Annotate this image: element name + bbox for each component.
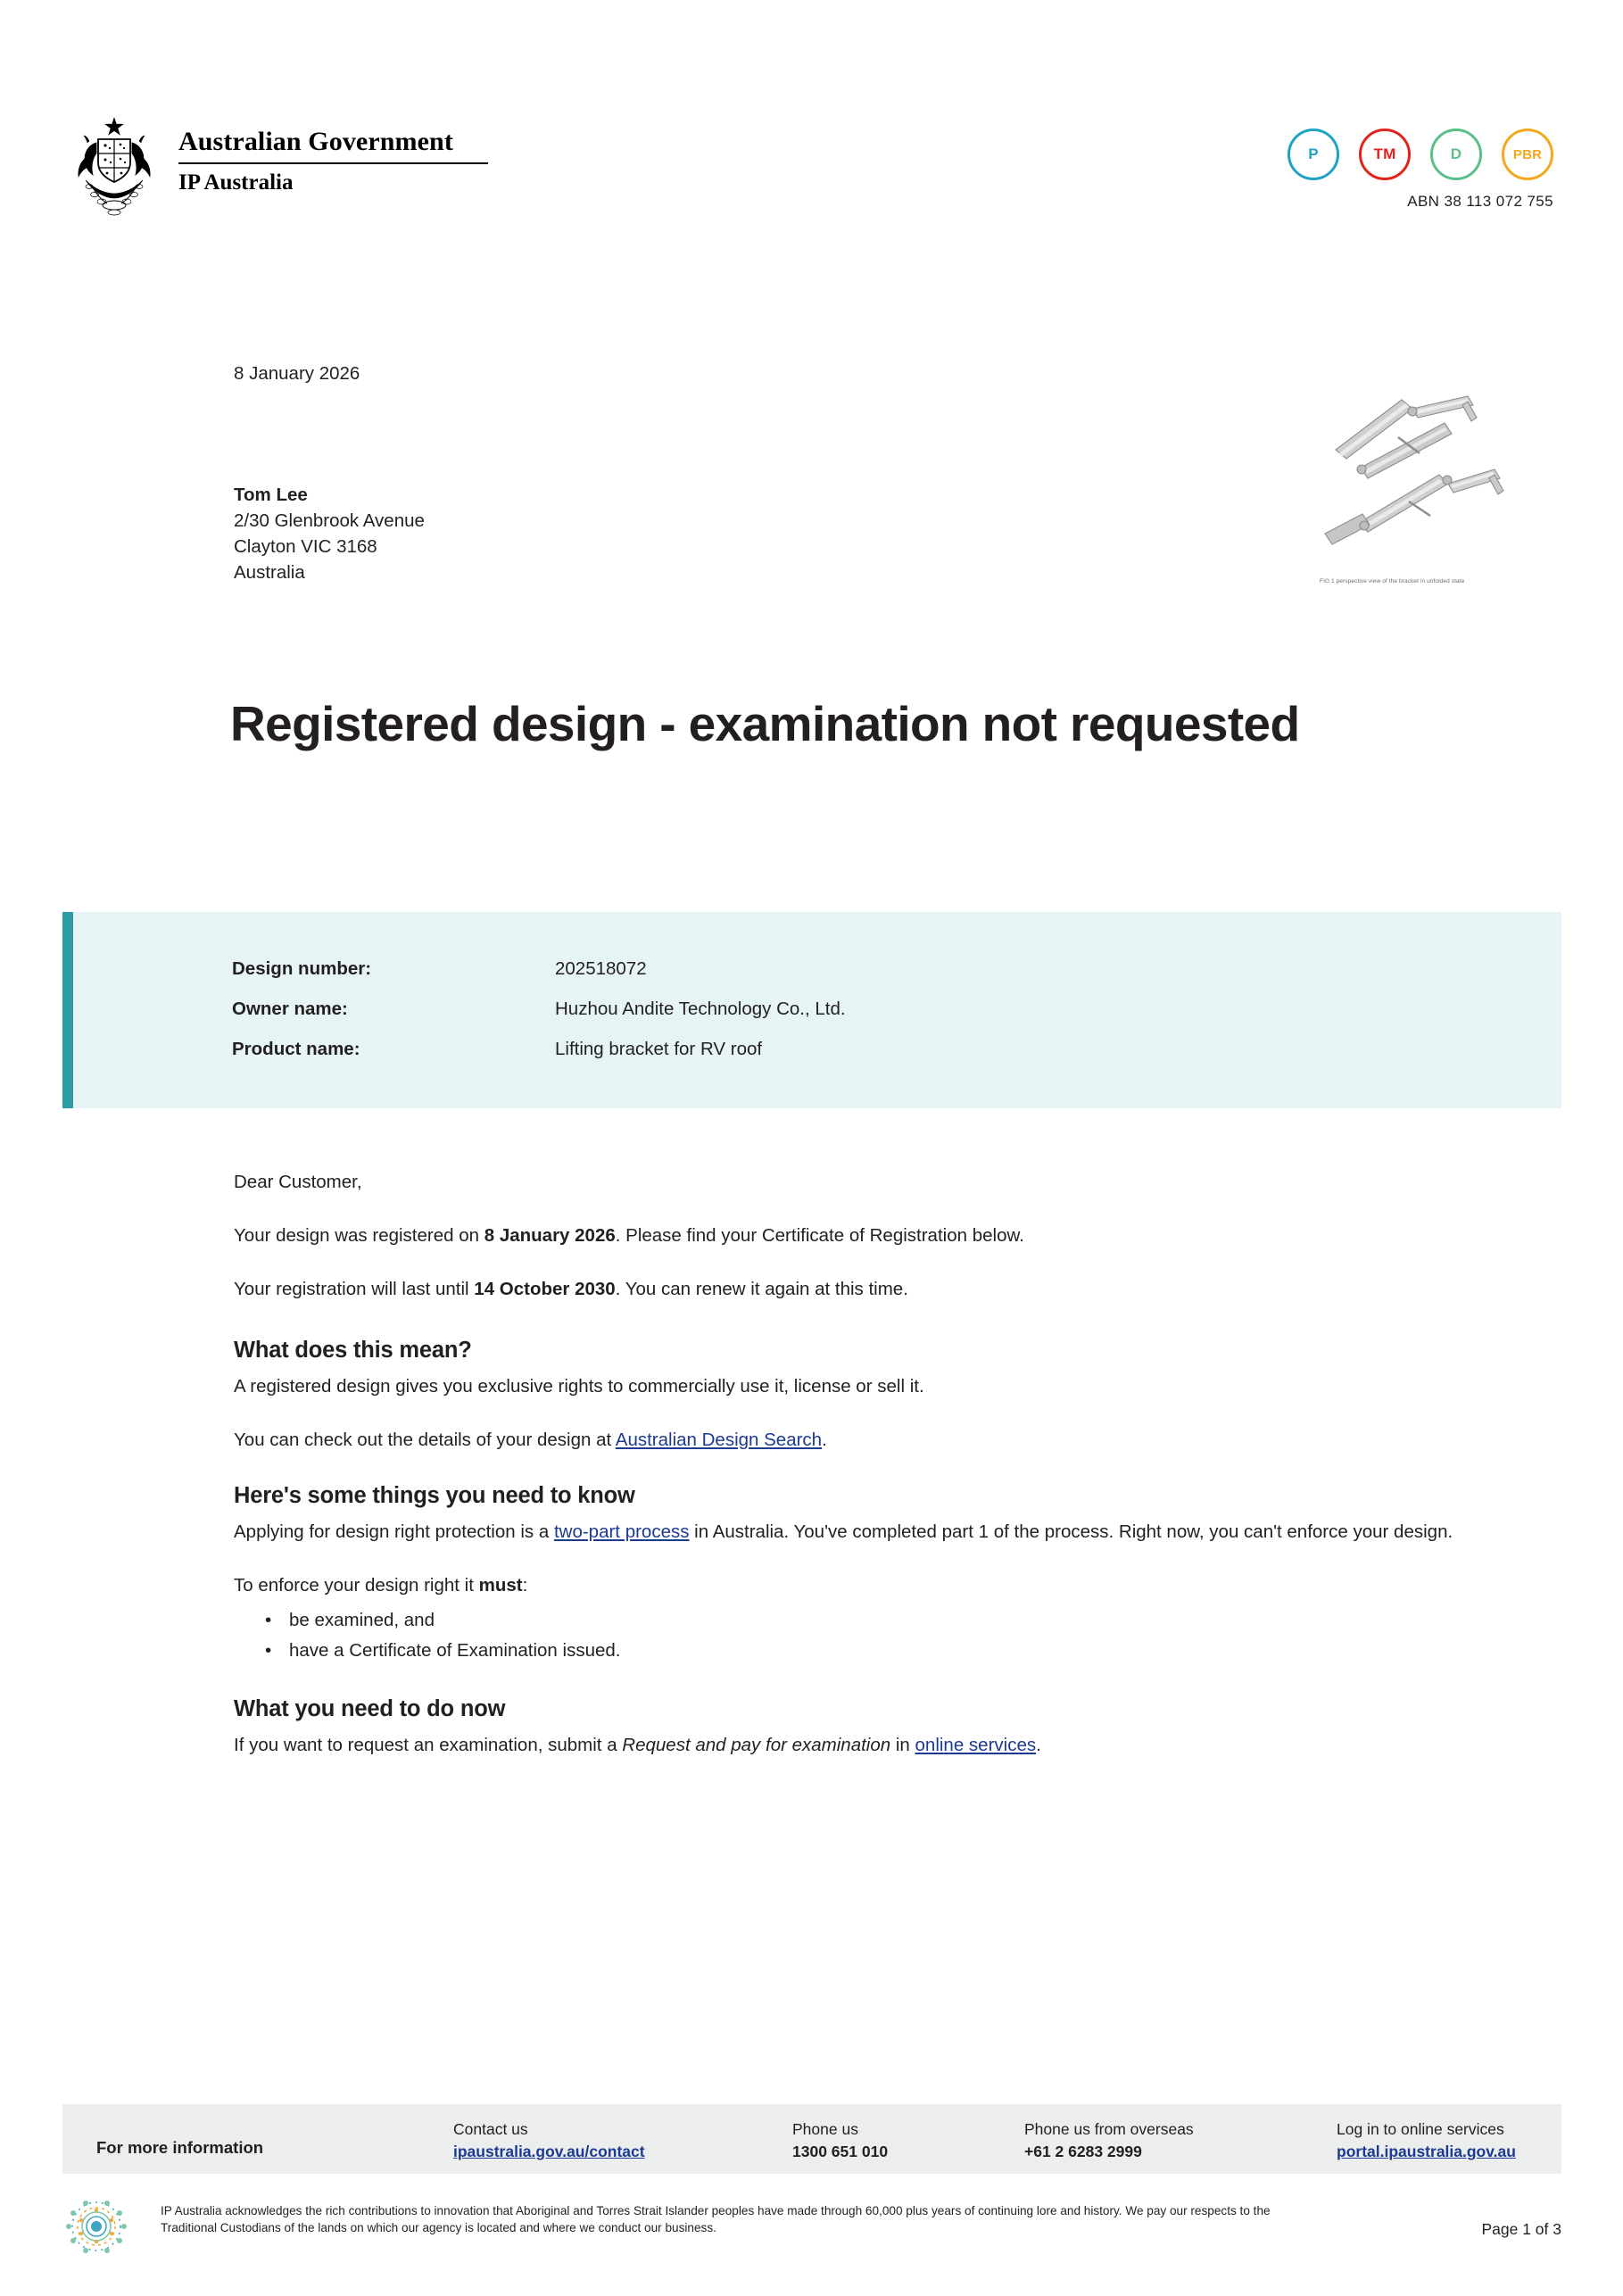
expiry-date: 14 October 2030 [474, 1279, 616, 1299]
enforce-text-a: To enforce your design right it [234, 1575, 479, 1596]
design-number-value: 202518072 [555, 958, 647, 979]
government-wordmark [178, 116, 488, 195]
registration-date: 8 January 2026 [484, 1225, 616, 1246]
reg-text-a: Your design was registered on [234, 1225, 484, 1246]
list-item: • have a Certificate of Examination issued. [289, 1636, 1465, 1666]
badge-designs-icon: D [1430, 128, 1482, 180]
footer-overseas-label: Phone us from overseas [1024, 2120, 1194, 2138]
acknowledgement-section [62, 2195, 1561, 2258]
address-line-1: 2/30 Glenbrook Avenue [234, 510, 425, 531]
product-name-label: Product name: [232, 1039, 360, 1059]
registration-paragraph [234, 1223, 1465, 1248]
product-name-value: Lifting bracket for RV roof [555, 1039, 763, 1059]
figure-caption: FIG 1 perspective view of the bracket in unfolded state [1320, 578, 1465, 584]
panel-accent-bar [62, 912, 73, 1108]
letter-date: 8 January 2026 [234, 363, 360, 384]
footer-phone-overseas [1024, 2118, 1194, 2163]
request-form-name: Request and pay for examination [622, 1735, 891, 1755]
request-text-b: in [890, 1735, 915, 1755]
page-number: Page 1 of 3 [1481, 2220, 1561, 2238]
design-summary-panel [62, 912, 1561, 1108]
heading-what-to-do-now: What you need to do now [234, 1696, 506, 1721]
commonwealth-coat-of-arms-icon [70, 116, 159, 216]
address-line-3: Australia [234, 562, 305, 583]
online-services-link[interactable]: online services [915, 1735, 1037, 1755]
for-more-information-label: For more information [96, 2138, 264, 2157]
footer-overseas-value: +61 2 6283 2999 [1024, 2143, 1142, 2160]
two-part-process-paragraph [234, 1519, 1465, 1545]
list-item: • be examined, and [289, 1605, 1465, 1636]
gov-line-2: IP Australia [178, 170, 294, 195]
badge-patents-icon: P [1288, 128, 1339, 180]
australian-government-logo [70, 116, 488, 216]
design-search-paragraph [234, 1427, 1465, 1453]
recipient-address [234, 482, 425, 585]
footer-online-services [1337, 2118, 1516, 2163]
process-text-b: in Australia. You've completed part 1 of the process. Right now, you can't enforce your design. [689, 1521, 1453, 1542]
request-examination-paragraph [234, 1732, 1465, 1758]
enforce-text-b: : [522, 1575, 528, 1596]
table-row [232, 958, 846, 999]
exp-text-b: . You can renew it again at this time. [615, 1279, 908, 1299]
enforce-must: must [478, 1575, 523, 1596]
badge-pbr-icon: PBR [1502, 128, 1553, 180]
page-title: Registered design - examination not requested [230, 696, 1300, 751]
design-number-label: Design number: [232, 958, 372, 979]
lifting-bracket-drawing-icon [1320, 384, 1511, 571]
indigenous-artwork-icon [64, 2197, 128, 2256]
footer-phone-value: 1300 651 010 [792, 2143, 889, 2160]
table-row [232, 999, 846, 1039]
footer-phone-label: Phone us [792, 2120, 858, 2138]
request-text-c: . [1036, 1735, 1041, 1755]
process-text-a: Applying for design right protection is a [234, 1521, 554, 1542]
expiry-paragraph [234, 1276, 1465, 1302]
heading-what-does-this-mean: What does this mean? [234, 1338, 472, 1363]
gov-line-1: Australian Government [178, 127, 453, 156]
enforce-intro-paragraph [234, 1572, 1465, 1598]
table-row [232, 1039, 846, 1079]
acknowledgement-text: IP Australia acknowledges the rich contributions to innovation that Aboriginal and Torres Strait Islander peoples have made through 60,000 plus years of continuing lore and history. We pay our respects to the Traditional Custodians of the lands on which our agency is located and where we conduct our business. [161, 2204, 1271, 2234]
search-text-b: . [822, 1430, 827, 1450]
exp-text-a: Your registration will last until [234, 1279, 475, 1299]
two-part-process-link[interactable]: two-part process [553, 1521, 690, 1542]
heading-things-to-know: Here's some things you need to know [234, 1483, 635, 1508]
badge-trademarks-icon: TM [1359, 128, 1411, 180]
contact-us-link[interactable]: ipaustralia.gov.au/contact [453, 2143, 645, 2160]
enforcement-requirements-list [234, 1605, 1465, 1666]
reg-text-b: . Please find your Certificate of Registration below. [615, 1225, 1024, 1246]
letter-body [234, 1169, 1465, 1786]
footer-contact-us-label: Contact us [453, 2120, 528, 2138]
australian-design-search-link[interactable]: Australian Design Search [615, 1430, 823, 1450]
footer-contact-us [453, 2118, 645, 2163]
owner-name-label: Owner name: [232, 999, 348, 1019]
footer-phone-us [792, 2118, 888, 2163]
design-figure [1320, 384, 1511, 584]
exclusive-rights-paragraph: A registered design gives you exclusive rights to commercially use it, license or sell it. [234, 1376, 924, 1397]
salutation: Dear Customer, [234, 1172, 362, 1192]
footer-info-bar [62, 2104, 1561, 2174]
document-header [70, 116, 1553, 241]
footer-online-services-label: Log in to online services [1337, 2120, 1504, 2138]
address-line-2: Clayton VIC 3168 [234, 536, 377, 557]
portal-link[interactable]: portal.ipaustralia.gov.au [1337, 2143, 1516, 2160]
abn-text: ABN 38 113 072 755 [1407, 193, 1553, 210]
owner-name-value: Huzhou Andite Technology Co., Ltd. [555, 999, 846, 1019]
search-text-a: You can check out the details of your design at [234, 1430, 616, 1450]
wordmark-divider [178, 162, 488, 164]
recipient-name: Tom Lee [234, 485, 308, 505]
request-text-a: If you want to request an examination, submit a [234, 1735, 623, 1755]
ip-rights-badges [1288, 128, 1553, 180]
design-summary-table [232, 958, 846, 1079]
